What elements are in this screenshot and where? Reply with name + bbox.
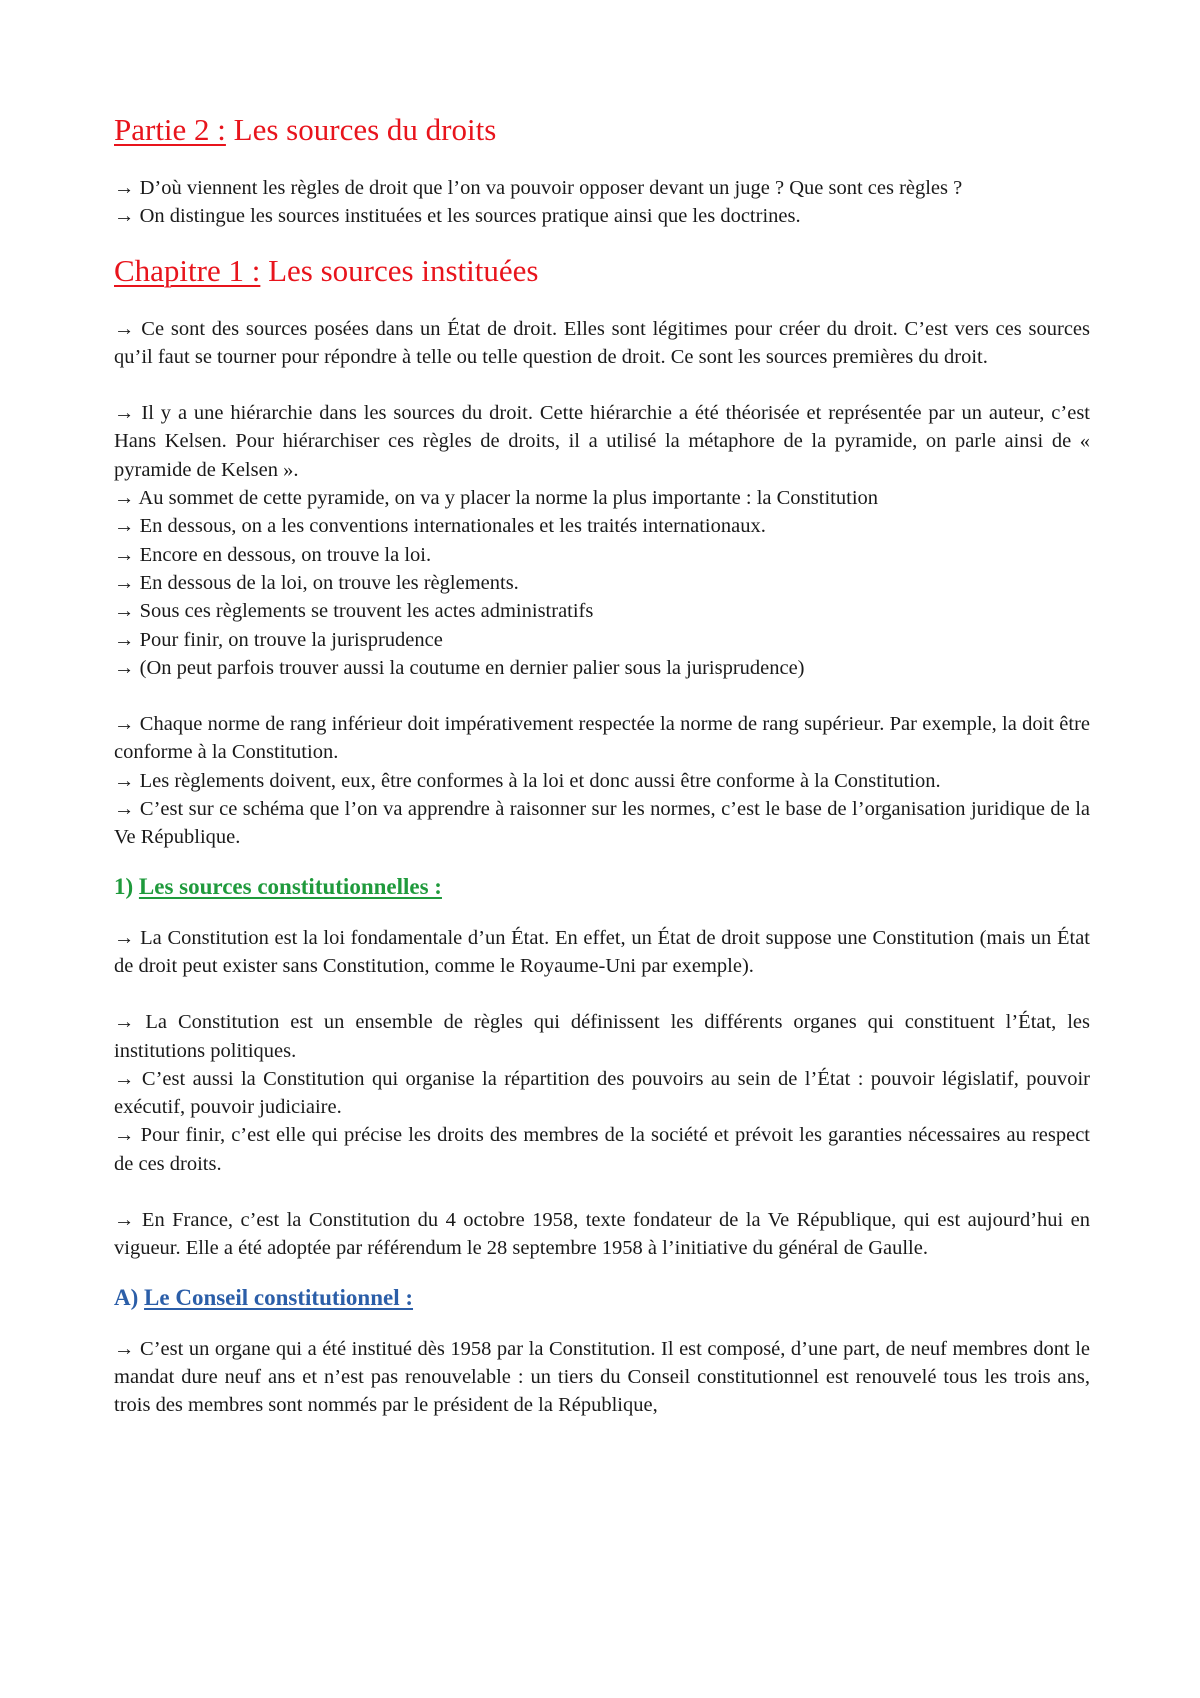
hierarchy-item: → (On peut parfois trouver aussi la coutume en dernier palier sous la jurisprudence) (114, 656, 805, 679)
section-a-heading (114, 1283, 1090, 1313)
chapitre-paragraph-5: → C’est sur ce schéma que l’on va apprendre à raisonner sur les normes, c’est le base de l’organisation juridique de la Ve République. (114, 798, 1090, 849)
section-a-title: Le Conseil constitutionnel : (144, 1284, 414, 1310)
section-1-paragraph-4: → Pour finir, c’est elle qui précise les droits des membres de la société et prévoit les garanties nécessaires au respect de ces droits. (114, 1124, 1090, 1175)
chapitre-paragraph-1: → Ce sont des sources posées dans un État de droit. Elles sont légitimes pour créer du droit. C’est vers ces sources qu’il faut se tourner pour répondre à telle ou telle question de droit. Ce sont les sources premières du droit. (114, 317, 1090, 368)
chapitre-title: Les sources instituées (268, 252, 539, 288)
section-1-title: Les sources constitutionnelles : (138, 873, 442, 899)
chapitre-paragraph-4: → Les règlements doivent, eux, être conformes à la loi et donc aussi être conforme à la Constitution. (114, 769, 941, 792)
section-1-heading (114, 872, 1090, 902)
chapitre-paragraph-2: → Il y a une hiérarchie dans les sources du droit. Cette hiérarchie a été théorisée et représentée par un auteur, c’est Hans Kelsen. Pour hiérarchiser ces règles de droits, il a utilisé la métaphore de la pyramide, on parle ainsi de « pyramide de Kelsen ». (114, 402, 1090, 481)
hierarchy-item: → Encore en dessous, on trouve la loi. (114, 543, 432, 566)
section-1-paragraph-5: → En France, c’est la Constitution du 4 octobre 1958, texte fondateur de la Ve République, qui est aujourd’hui en vigueur. Elle a été adoptée par référendum le 28 septembre 1958 à l’initiative du général de Gaulle. (114, 1209, 1090, 1260)
partie-label: Partie 2 : (114, 112, 226, 147)
section-1-paragraph-2: → La Constitution est un ensemble de règles qui définissent les différents organes qui constituent l’État, les institutions politiques. (114, 1011, 1090, 1062)
section-1-paragraph-1: → La Constitution est la loi fondamentale d’un État. En effet, un État de droit suppose une Constitution (mais un État de droit peut exister sans Constitution, comme le Royaume-Uni par exemple). (114, 926, 1090, 977)
hierarchy-item: → En dessous, on a les conventions internationales et les traités internationaux. (114, 515, 766, 538)
chapitre-label: Chapitre 1 : (114, 252, 261, 288)
hierarchy-item: → En dessous de la loi, on trouve les règlements. (114, 571, 519, 594)
section-1-paragraph-3: → C’est aussi la Constitution qui organise la répartition des pouvoirs au sein de l’État : pouvoir législatif, pouvoir exécutif, pouvoir judiciaire. (114, 1067, 1090, 1119)
chapitre-paragraph-3: → Chaque norme de rang inférieur doit impérativement respectée la norme de rang supérieur. Par exemple, la doit être conforme à la Constitution. (114, 713, 1090, 764)
hierarchy-item: → Sous ces règlements se trouvent les actes administratifs (114, 600, 594, 623)
chapitre-heading (114, 251, 1090, 291)
section-a-paragraph-1: → C’est un organe qui a été institué dès 1958 par la Constitution. Il est composé, d’une part, de neuf membres dont le mandat dure neuf ans et n’est pas renouvelable : un tiers du Conseil constitutionnel est renouvelé tous les trois ans, trois des membres sont nommés par le président de la République, (114, 1337, 1090, 1417)
hierarchy-item: → Pour finir, on trouve la jurisprudence (114, 628, 443, 651)
section-1-number: 1) (114, 873, 134, 899)
hierarchy-item: → Au sommet de cette pyramide, on va y placer la norme la plus importante : la Constitution (114, 487, 879, 510)
partie-line-2: → On distingue les sources instituées et les sources pratique ainsi que les doctrines. (114, 205, 801, 228)
partie-title: Les sources du droits (233, 112, 497, 147)
section-a-number: A) (114, 1284, 139, 1310)
partie-line-1: → D’où viennent les règles de droit que l’on va pouvoir opposer devant un juge ? Que sont ces règles ? (114, 177, 963, 199)
partie-heading (114, 110, 1090, 150)
